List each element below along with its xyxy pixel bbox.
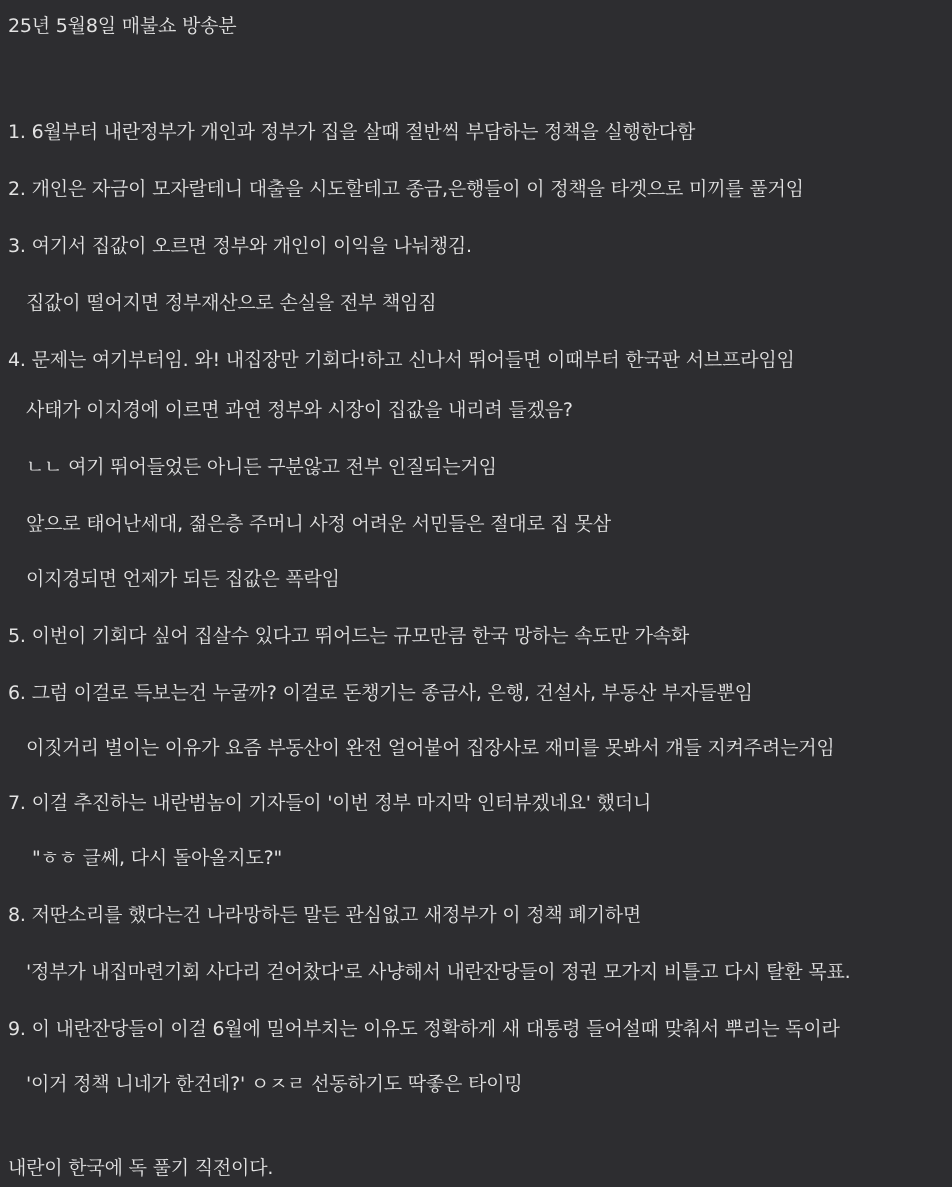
closing-line: 내란이 한국에 독 풀기 직전이다.	[8, 1157, 274, 1179]
post-title: 25년 5월8일 매불쇼 방송분	[8, 15, 237, 37]
point-9: 9. 이 내란잔당들이 이걸 6월에 밀어부치는 이유도 정확하게 새 대통령 들어설때 맞춰서 뿌리는 독이라	[8, 1018, 840, 1040]
point-4-continued-2: ㄴㄴ 여기 뛰어들었든 아니든 구분않고 전부 인질되는거임	[26, 456, 497, 478]
point-2: 2. 개인은 자금이 모자랄테니 대출을 시도할테고 종금,은행들이 이 정책을 타겟으로 미끼를 풀거임	[8, 178, 804, 200]
point-6: 6. 그럼 이걸로 득보는건 누굴까? 이걸로 돈챙기는 종금사, 은행, 건설사, 부동산 부자들뿐임	[8, 682, 753, 704]
point-8: 8. 저딴소리를 했다는건 나라망하든 말든 관심없고 새정부가 이 정책 폐기하면	[8, 904, 642, 926]
point-5: 5. 이번이 기회다 싶어 집살수 있다고 뛰어드는 규모만큼 한국 망하는 속도만 가속화	[8, 625, 690, 647]
point-4-continued-1: 사태가 이지경에 이르면 과연 정부와 시장이 집값을 내리려 들겠음?	[26, 399, 573, 421]
point-3-continued: 집값이 떨어지면 정부재산으로 손실을 전부 책임짐	[26, 292, 437, 314]
point-8-continued: '정부가 내집마련기회 사다리 걷어찼다'로 사냥해서 내란잔당들이 정권 모가지 비틀고 다시 탈환 목표.	[26, 961, 851, 983]
point-9-continued: '이거 정책 니네가 한건데?' ㅇㅈㄹ 선동하기도 딱좋은 타이밍	[26, 1073, 523, 1095]
point-4-continued-4: 이지경되면 언제가 되든 집값은 폭락임	[26, 568, 340, 590]
point-1: 1. 6월부터 내란정부가 개인과 정부가 집을 살때 절반씩 부담하는 정책을 실행한다함	[8, 121, 696, 143]
point-7-quote: "ㅎㅎ 글쎄, 다시 돌아올지도?"	[32, 847, 283, 869]
point-4: 4. 문제는 여기부터임. 와! 내집장만 기회다!하고 신나서 뛰어들면 이때부터 한국판 서브프라임임	[8, 349, 795, 371]
point-6-continued: 이짓거리 벌이는 이유가 요즘 부동산이 완전 얼어붙어 집장사로 재미를 못봐서 걔들 지켜주려는거임	[26, 737, 835, 759]
point-4-continued-3: 앞으로 태어난세대, 젊은층 주머니 사정 어려운 서민들은 절대로 집 못삼	[26, 513, 611, 535]
point-3: 3. 여기서 집값이 오르면 정부와 개인이 이익을 나눠챙김.	[8, 235, 472, 257]
point-7: 7. 이걸 추진하는 내란범놈이 기자들이 '이번 정부 마지막 인터뷰겠네요' 했더니	[8, 792, 652, 814]
